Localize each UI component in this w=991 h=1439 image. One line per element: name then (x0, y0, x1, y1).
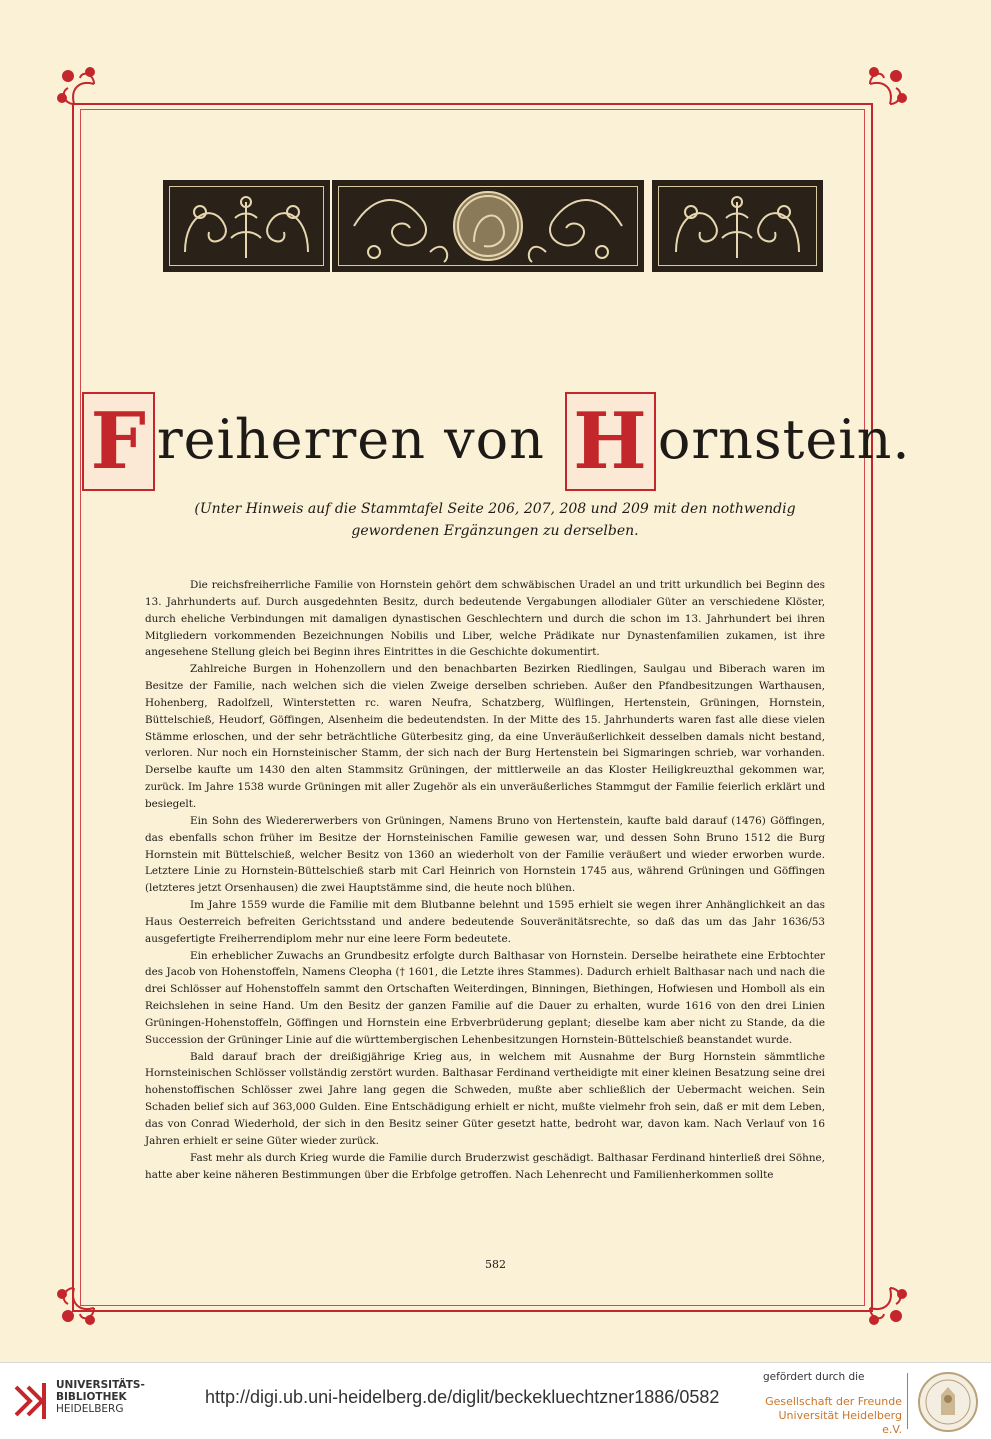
society-name[interactable] (762, 1395, 902, 1437)
library-line: UNIVERSITÄTS- (56, 1379, 145, 1391)
title-text-1: reiherren von (156, 408, 564, 471)
university-seal-icon (917, 1371, 979, 1433)
library-logo-icon (12, 1377, 50, 1423)
title-initial-h: H (565, 392, 656, 491)
paragraph: Fast mehr als durch Krieg wurde die Familie durch Bruderzwist geschädigt. Balthasar Ferdinand hinterließ drei Söhne, hatte aber keine näheren Bestimmungen über die Erbfolge getroffen. Nach Lehenrecht und Familienherkommen sollte (145, 1151, 825, 1181)
paragraph: Ein erheblicher Zuwachs an Grundbesitz erfolgte durch Balthasar von Hornstein. Derselbe heirathete eine Erbtochter des Jacob von Hohenstoffeln, Namens Cleopha († 1601, die Letzte ihres Stammes). Dadurch erhielt Balthasar nach und nach die drei Schlösser auf Hohenstoffeln sammt den Ortschaften Weiterdingen, Binningen, Biethingen, Hofwiesen und Homboll als ein Reichslehen in seine Hand. Um den Besitz der ganzen Familie auf die Dauer zu erhalten, wurde 1616 von den drei Linien Grüningen-Hohenstoffeln, Göffingen und Hornstein eine Erbverbrüderung geplant; dieselbe kam aber nicht zu Stande, da die Succession der Grüninger Linie auf die württembergischen Lehenbesitzungen Hornstein-Büttelschieß beanstandet wurde. (145, 949, 825, 1046)
ornamental-banner-icon (652, 180, 823, 272)
subtitle: (Unter Hinweis auf die Stammtafel Seite 206, 207, 208 und 209 mit den nothwendig gewordenen Ergänzungen zu derselben. (194, 501, 796, 539)
paragraph: Die reichsfreiherrliche Familie von Hornstein gehört dem schwäbischen Uradel an und tritt urkundlich bei Beginn des 13. Jahrhunderts auf. Durch ausgedehnten Besitz, durch bedeutende Vergabungen allodialer Güter an verschiedene Klöster, durch eheliche Verbindungen mit damaligen dynastischen Geschlechtern und durch die schon im 13. Jahrhundert bei ihren Mitgliedern vorkommenden Bezeichnungen Nobilis und Liber, welche Prädikate nur Dynastenfamilien zukamen, ist ihre angesehene Stellung gleich bei Beginn ihres Eintrittes in die Geschichte dokumentirt. (145, 579, 825, 659)
paragraph: Ein Sohn des Wiedererwerbers von Grüningen, Namens Bruno von Hertenstein, kaufte bald darauf (1476) Göffingen, das ebenfalls schon früher im Besitze der Hornsteinischen Familie gewesen war, und dessen Sohn Bruno 1512 die Burg Hornstein mit Büttelschieß, welcher Besitz von 1360 an wiederholt von der Familie veräußert und wieder erworben wurde. Letztere Linie zu Hornstein-Büttelschieß starb mit Carl Heinrich von Hornstein 1745 aus, während Grüningen und Göffingen (letzteres jetzt Orsenhausen) die zwei Hauptstämme sind, die heute noch blühen. (145, 814, 825, 895)
page-title (0, 392, 991, 491)
title-text-2: ornstein. (657, 408, 911, 471)
library-line: BIBLIOTHEK (56, 1391, 127, 1403)
library-name (56, 1379, 145, 1415)
title-initial-f: F (82, 392, 154, 491)
permalink-url[interactable]: http://digi.ub.uni-heidelberg.de/diglit/beckekluechtzner1886/0582 (205, 1387, 720, 1407)
library-line: HEIDELBERG (56, 1403, 124, 1415)
corner-flourish-icon (50, 58, 114, 122)
society-line: Universität Heidelberg e.V. (778, 1409, 902, 1436)
corner-flourish-icon (850, 58, 914, 122)
ornamental-banner-icon (163, 180, 330, 272)
society-line: Gesellschaft der Freunde (765, 1395, 902, 1408)
page-number: 582 (485, 1258, 506, 1271)
paragraph: Zahlreiche Burgen in Hohenzollern und den benachbarten Bezirken Riedlingen, Saulgau und Biberach waren im Besitze der Familie, nach welchen sich die vielen Zweige derselben schrieben. Außer den Pfandbesitzungen Warthausen, Hohenberg, Radolfzell, Winterstetten rc. waren Neufra, Schatzberg, Wülflingen, Hertenstein, Grüningen, Hornstein, Büttelschieß, Heudorf, Göffingen, Alsenheim die bedeutendsten. In der Mitte des 15. Jahrhunderts waren fast alle diese vielen Stämme erloschen, und der sehr beträchtliche Güterbesitz ging, da eine Unveräußerlichkeit desselben damals nicht bestand, verloren. Nur noch ein Hornsteinischer Stamm, der sich nach der Burg Hertenstein bei Sigmaringen schrieb, war vorhanden. Derselbe kaufte um 1430 den alten Stammsitz Grüningen, der mittlerweile an das Kloster Heiligkreuzthal gekommen war, zurück. Im Jahre 1538 wurde Grüningen mit aller Zugehör als ein unveräußerliches Stammgut der Familie feierlich erklärt und besiegelt. (145, 663, 825, 810)
paragraph: Bald darauf brach der dreißigjährige Krieg aus, in welchem mit Ausnahme der Burg Hornstein sämmtliche Hornsteinischen Schlösser vollständig zerstört wurden. Balthasar Ferdinand vertheidigte mit einer kleinen Besatzung seine drei hohenstoffischen Schlösser zwei Jahre lang gegen die Schweden, mußte aber schließlich der Uebermacht weichen. Sein Schaden belief sich auf 363,000 Gulden. Eine Entschädigung erhielt er nicht, mußte vielmehr froh sein, daß er mit dem Leben, das von Conrad Wiederhold, der sich in den Besitz seiner Güter gesetzt hatte, bedroht war, davon kam. Nach Verlauf von 16 Jahren erhielt er seine Güter wieder zurück. (145, 1050, 825, 1147)
paragraph: Im Jahre 1559 wurde die Familie mit dem Blutbanne belehnt und 1595 erhielt sie wegen ihrer Anhänglichkeit an das Haus Oesterreich befreiten Gerichtsstand und andere bedeutende Souveränitätsrechte, so daß das um das Jahr 1636/53 ausgefertigte Freiherrendiplom mehr nur eine leere Form bedeutete. (145, 899, 825, 945)
corner-flourish-icon (50, 1270, 114, 1334)
divider (907, 1373, 908, 1429)
sponsor-label: gefördert durch die (763, 1371, 865, 1383)
body-text (145, 577, 825, 1183)
corner-flourish-icon (850, 1270, 914, 1334)
viewer-footer (0, 1362, 991, 1439)
ornamental-banner-icon (332, 180, 644, 272)
